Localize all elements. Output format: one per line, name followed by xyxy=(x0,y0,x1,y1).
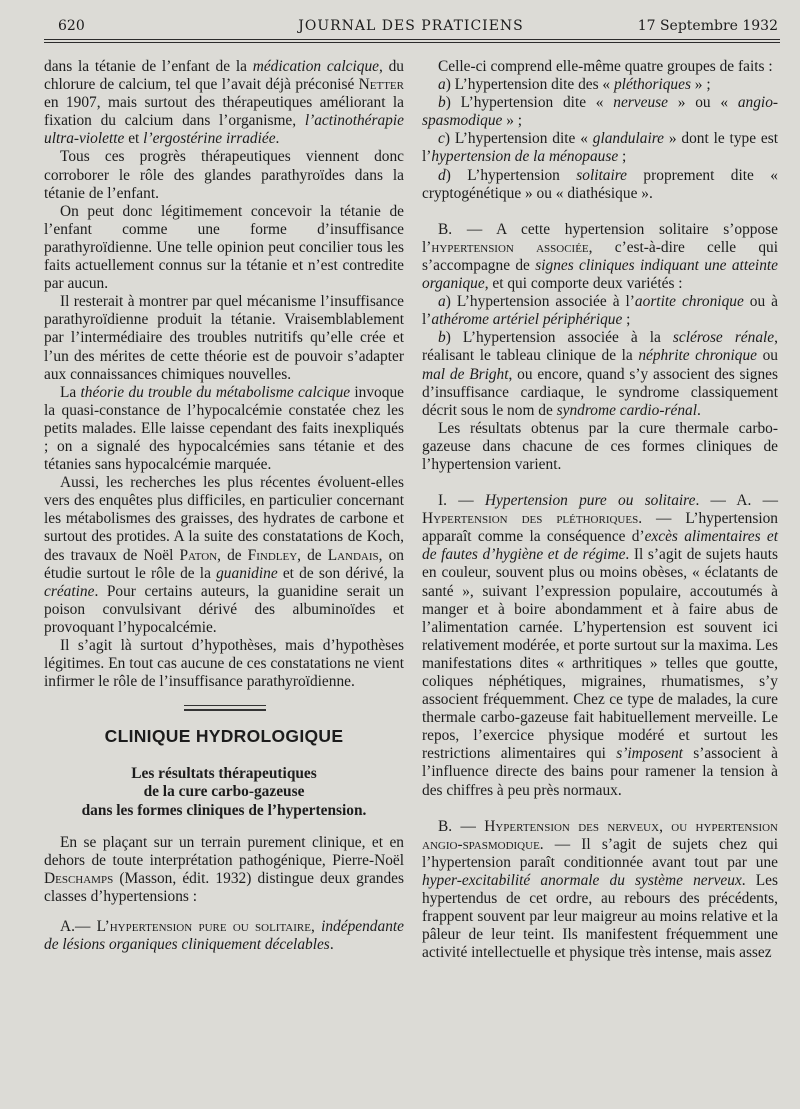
page-number: 620 xyxy=(58,18,85,34)
section-ornament xyxy=(44,701,404,715)
journal-title: JOURNAL DES PRATICIENS xyxy=(298,18,524,34)
paragraph: La théorie du trouble du métabolisme calcique invoque la quasi-constance de l’hypocalcémie constatée chez les petits malades. Elle laisse cependant des faits inexpliqués ; on a signalé des hypocalcémies sans tétanie et des tétanies sans hypocalcémie marquée. xyxy=(44,383,404,474)
paragraph: Aussi, les recherches les plus récentes évoluent-elles vers des enquêtes plus difficiles, en particulier concernant les métabolismes des graisses, des hydrates de carbone et surtout des protides. A la suite des constatations de Koch, des travaux de Noël Paton, de Findley, de Landais, on étudie surtout le rôle de la guanidine et de son dérivé, la créatine. Pour certains auteurs, la guanidine serait un poison convulsivant dérivé des albuminoïdes et provoquant l’hypocalcémie. xyxy=(44,474,404,636)
article-title-line: Les résultats thérapeutiques xyxy=(131,765,317,783)
list-item: a) L’hypertension dite des « pléthoriques » ; xyxy=(438,76,711,94)
paragraph: B. — A cette hypertension solitaire s’oppose l’hypertension associée, c’est-à-dire celle qui s’accompagne de signes cliniques indiquant une atteinte organique, et qui comporte deux variétés : xyxy=(422,220,779,293)
paragraph: Celle-ci comprend elle-même quatre groupes de faits : xyxy=(438,58,773,75)
paragraph: On peut donc légitimement concevoir la tétanie de l’enfant comme une forme d’insuffisance parathyroïdienne. Une telle opinion peut concilier tous les faits actuellement connus sur la tétanie et n’est contredite par aucun. xyxy=(44,202,404,293)
paragraph: dans la tétanie de l’enfant de la médication calcique, du chlorure de calcium, tel que l’avait déjà préconisé Netter en 1907, mais surtout des thérapeutiques améliorant la fixation du calcium dans l’organisme, l’actinothérapie ultra-violette et l’ergostérine irradiée. xyxy=(44,58,404,148)
list-item: b) L’hypertension dite « nerveuse » ou « angio-spasmodique » ; xyxy=(422,94,779,130)
paragraph: Les résultats obtenus par la cure thermale carbo-gazeuse dans chacune de ces formes cliniques de l’hypertension varient. xyxy=(422,419,778,473)
left-column xyxy=(44,58,404,954)
right-column xyxy=(422,58,778,962)
paragraph: I. — Hypertension pure ou solitaire. — A. — Hypertension des pléthoriques. — L’hypertension apparaît comme la conséquence d’excès alimentaires et de fautes d’hygiène et de régime. Il s’agit de sujets hauts en couleur, souvent plus ou moins obèses, « éclatants de santé », suivant l’expression populaire, accoutumés à manger et à boire abondamment et à faire abus de l’alimentation carnée. L’hypertension est souvent ici relativement modérée, et porte surtout sur la maxima. Les manifestations dites « arthritiques » telles que goutte, coliques néphétiques, migraines, rhumatismes, s’y associent fréquemment. Chez ce type de malades, la cure thermale carbo-gazeuse fait habituellement merveille. Le repos, l’exercice physique modéré et surtout les restrictions alimentaires qui s’imposent s’associent à l’influence directe des bains pour ramener la tension à des chiffres à peu près normaux. xyxy=(422,492,778,799)
list-item: c) L’hypertension dite « glandulaire » dont le type est l’hypertension de la ménopause ; xyxy=(422,130,778,166)
paragraph: Il resterait à montrer par quel mécanisme l’insuffisance parathyroïdienne produit la tétanie. Vraisemblablement par l’intermédiaire des troubles nutritifs qu’elle crée et l’un des mérites de cette théorie est de pouvoir s’adapter aux connaissances chimiques nouvelles. xyxy=(44,293,404,383)
running-header xyxy=(44,16,778,38)
list-item: a) L’hypertension associée à l’aortite chronique ou à l’athérome artériel périphérique ; xyxy=(422,293,778,329)
paragraph: A.— L’hypertension pure ou solitaire, indépendante de lésions organiques cliniquement décelables. xyxy=(44,918,404,954)
issue-date: 17 Septembre 1932 xyxy=(637,18,778,34)
paragraph: Tous ces progrès thérapeutiques viennent donc corroborer le rôle des glandes parathyroïdes dans la tétanie de l’enfant. xyxy=(44,148,404,202)
article-title xyxy=(44,765,404,819)
list-item: d) L’hypertension solitaire proprement dite « cryptogénétique » ou « diathésique ». xyxy=(422,166,778,202)
header-rule-2 xyxy=(44,42,780,43)
paragraph: B. — Hypertension des nerveux, ou hypertension angio-spasmodique. — Il s’agit de sujets chez qui l’hypertension paraît conditionnée avant tout par une hyper-excitabilité anormale du système nerveux. Les hypertendus de cet ordre, au rebours des précédents, frappent souvent par leur maigreur au moins relative et la pâleur de leur teint. Ils manifestent fréquemment une activité intellectuelle et physique très intense, mais assez xyxy=(422,817,778,962)
paragraph: Il s’agit là surtout d’hypothèses, mais d’hypothèses légitimes. En tout cas aucune de ces constatations ne vient infirmer le rôle de l’insuffisance parathyroïdienne. xyxy=(44,637,404,691)
list-item: b) L’hypertension associée à la sclérose rénale, réalisant le tableau clinique de la néphrite chronique ou mal de Bright, ou encore, quand s’y associent des signes d’insuffisance cardiaque, le syndrome classiquement décrit sous le nom de syndrome cardio-rénal. xyxy=(422,329,778,419)
paragraph: En se plaçant sur un terrain purement clinique, et en dehors de toute interprétation pathogénique, Pierre-Noël Deschamps (Masson, édit. 1932) distingue deux grandes classes d’hypertensions : xyxy=(44,833,404,905)
article-title-line: dans les formes cliniques de l’hypertension. xyxy=(81,801,367,819)
header-rule xyxy=(44,39,780,40)
section-rubric: CLINIQUE HYDROLOGIQUE xyxy=(104,726,344,747)
article-title-line: de la cure carbo-gazeuse xyxy=(143,783,305,801)
